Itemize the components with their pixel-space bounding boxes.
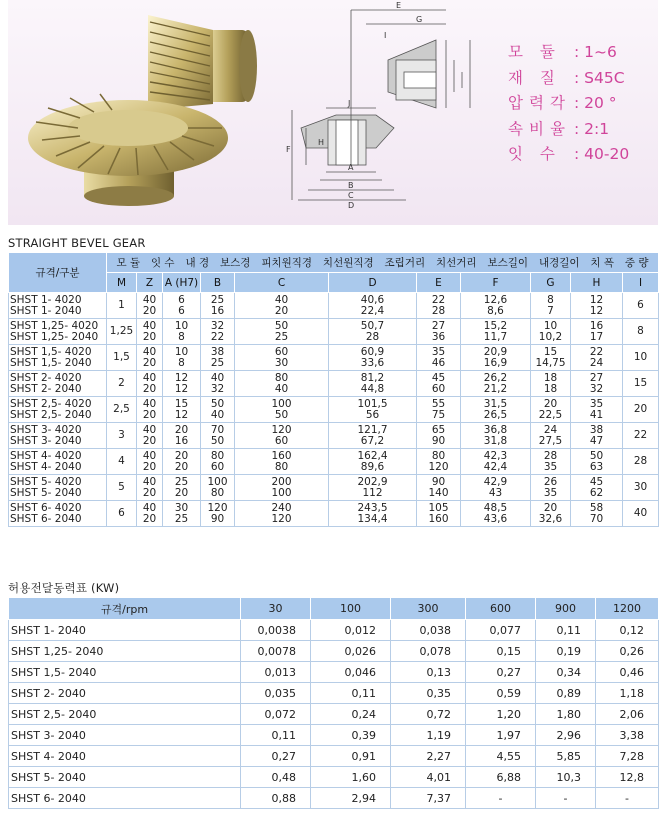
header-label: 보스길이: [487, 257, 529, 269]
power-row: [9, 767, 659, 788]
power-cell: 0,89: [536, 683, 596, 704]
cell-i: 6: [623, 293, 659, 319]
power-header: 규격/rpm: [9, 598, 241, 620]
power-cell: 0,35: [391, 683, 466, 704]
cell-f: 20,9 16,9: [461, 345, 531, 371]
cell-a: 10 8: [163, 319, 201, 345]
power-cell: 1,19: [391, 725, 466, 746]
power-cell: -: [466, 788, 536, 809]
cell-i: 10: [623, 345, 659, 371]
cell-d: 202,9 112: [329, 475, 417, 501]
power-cell: 0,0038: [241, 620, 311, 641]
cell-i: 8: [623, 319, 659, 345]
table-row: [9, 423, 659, 449]
cell-f: 12,6 8,6: [461, 293, 531, 319]
dim-label-f: F: [286, 145, 291, 154]
header-label: 중 량: [624, 257, 649, 269]
power-cell: 1,80: [536, 704, 596, 725]
cell-a: 10 8: [163, 345, 201, 371]
header-label: 내 경: [185, 257, 210, 269]
power-cell: 0,15: [466, 641, 536, 662]
table-row: [9, 449, 659, 475]
cell-f: 42,3 42,4: [461, 449, 531, 475]
header-top-labels: [107, 253, 659, 273]
cell-f: 15,2 11,7: [461, 319, 531, 345]
power-cell: 0,11: [241, 725, 311, 746]
cell-f: 26,2 21,2: [461, 371, 531, 397]
cell-z: 40 20: [137, 475, 163, 501]
table-row: [9, 397, 659, 423]
cell-e: 22 28: [417, 293, 461, 319]
table-row: [9, 475, 659, 501]
cell-g: 18 18: [531, 371, 571, 397]
power-cell: 12,8: [596, 767, 659, 788]
power-cell: 0,12: [596, 620, 659, 641]
power-cell: 0,013: [241, 662, 311, 683]
power-cell: 0,078: [391, 641, 466, 662]
cell-h: 38 47: [571, 423, 623, 449]
cell-d: 101,5 56: [329, 397, 417, 423]
cell-h: 45 62: [571, 475, 623, 501]
cell-g: 20 32,6: [531, 501, 571, 527]
cell-g: 24 27,5: [531, 423, 571, 449]
cell-g: 26 35: [531, 475, 571, 501]
cell-z: 40 20: [137, 423, 163, 449]
header-label: 치선원직경: [322, 257, 374, 269]
cell-a: 6 6: [163, 293, 201, 319]
header-code: Z: [137, 273, 163, 293]
header-label: 치 폭: [590, 257, 615, 269]
power-cell: 4,55: [466, 746, 536, 767]
cell-names: SHST 1- 4020 SHST 1- 2040: [9, 293, 107, 319]
header-code: B: [201, 273, 235, 293]
cell-a: 12 12: [163, 371, 201, 397]
cell-m: 3: [107, 423, 137, 449]
table-row: [9, 293, 659, 319]
power-cell: 10,3: [536, 767, 596, 788]
power-cell: 0,91: [311, 746, 391, 767]
cell-c: 200 100: [235, 475, 329, 501]
power-row: [9, 746, 659, 767]
cell-b: 70 50: [201, 423, 235, 449]
cell-m: 4: [107, 449, 137, 475]
cell-c: 60 30: [235, 345, 329, 371]
cell-i: 22: [623, 423, 659, 449]
cell-i: 40: [623, 501, 659, 527]
cell-z: 40 20: [137, 397, 163, 423]
product-banner: [8, 0, 658, 225]
cell-c: 160 80: [235, 449, 329, 475]
cell-d: 162,4 89,6: [329, 449, 417, 475]
cell-b: 80 60: [201, 449, 235, 475]
cell-b: 40 32: [201, 371, 235, 397]
spec-row: 잇 수 : 40-20: [508, 145, 630, 163]
header-code: H: [571, 273, 623, 293]
power-header: 900: [536, 598, 596, 620]
cell-d: 60,9 33,6: [329, 345, 417, 371]
cell-g: 8 7: [531, 293, 571, 319]
cell-i: 28: [623, 449, 659, 475]
power-cell: SHST 2- 2040: [9, 683, 241, 704]
power-cell: 0,0078: [241, 641, 311, 662]
power-cell: SHST 6- 2040: [9, 788, 241, 809]
cell-c: 240 120: [235, 501, 329, 527]
power-cell: 2,27: [391, 746, 466, 767]
cell-z: 40 20: [137, 345, 163, 371]
power-cell: SHST 4- 2040: [9, 746, 241, 767]
cell-f: 31,5 26,5: [461, 397, 531, 423]
header-label: 잇 수: [150, 257, 175, 269]
power-cell: 0,34: [536, 662, 596, 683]
cell-h: 35 41: [571, 397, 623, 423]
table-row: [9, 501, 659, 527]
power-header: 600: [466, 598, 536, 620]
cell-e: 105 160: [417, 501, 461, 527]
power-cell: 5,85: [536, 746, 596, 767]
cell-z: 40 20: [137, 319, 163, 345]
gear-spec-table: [8, 252, 659, 527]
cell-d: 81,2 44,8: [329, 371, 417, 397]
cell-d: 121,7 67,2: [329, 423, 417, 449]
power-cell: 0,27: [466, 662, 536, 683]
cell-d: 40,6 22,4: [329, 293, 417, 319]
cell-b: 120 90: [201, 501, 235, 527]
power-row: [9, 725, 659, 746]
cell-names: SHST 5- 4020 SHST 5- 2040: [9, 475, 107, 501]
power-cell: SHST 5- 2040: [9, 767, 241, 788]
cell-e: 80 120: [417, 449, 461, 475]
power-cell: 0,072: [241, 704, 311, 725]
dim-label-j: J: [348, 99, 351, 108]
cell-z: 40 20: [137, 293, 163, 319]
cell-names: SHST 6- 4020 SHST 6- 2040: [9, 501, 107, 527]
cell-m: 2: [107, 371, 137, 397]
gear-dimension-drawing: [266, 0, 488, 225]
cell-e: 45 60: [417, 371, 461, 397]
power-cell: 0,24: [311, 704, 391, 725]
power-cell: 0,11: [311, 683, 391, 704]
cell-i: 15: [623, 371, 659, 397]
cell-names: SHST 1,25- 4020 SHST 1,25- 2040: [9, 319, 107, 345]
power-cell: 0,077: [466, 620, 536, 641]
cell-h: 22 24: [571, 345, 623, 371]
power-cell: SHST 3- 2040: [9, 725, 241, 746]
cell-c: 40 20: [235, 293, 329, 319]
power-cell: 0,046: [311, 662, 391, 683]
cell-c: 100 50: [235, 397, 329, 423]
cell-i: 20: [623, 397, 659, 423]
power-header: 300: [391, 598, 466, 620]
cell-f: 36,8 31,8: [461, 423, 531, 449]
power-cell: SHST 1- 2040: [9, 620, 241, 641]
power-cell: 0,035: [241, 683, 311, 704]
dim-label-b: B: [348, 181, 354, 190]
cell-g: 10 10,2: [531, 319, 571, 345]
cell-z: 40 20: [137, 371, 163, 397]
header-code: C: [235, 273, 329, 293]
power-row: [9, 662, 659, 683]
power-cell: 1,20: [466, 704, 536, 725]
cell-a: 20 16: [163, 423, 201, 449]
cell-a: 30 25: [163, 501, 201, 527]
cell-h: 58 70: [571, 501, 623, 527]
cell-b: 32 22: [201, 319, 235, 345]
header-code: I: [623, 273, 659, 293]
cell-b: 25 16: [201, 293, 235, 319]
col-header-group: 규격/구분: [9, 253, 107, 293]
cell-b: 38 25: [201, 345, 235, 371]
power-header: 30: [241, 598, 311, 620]
cell-names: SHST 1,5- 4020 SHST 1,5- 2040: [9, 345, 107, 371]
header-code: A (H7): [163, 273, 201, 293]
power-cell: 0,19: [536, 641, 596, 662]
cell-a: 15 12: [163, 397, 201, 423]
dim-label-a: A: [348, 163, 354, 172]
power-cell: SHST 1,5- 2040: [9, 662, 241, 683]
header-code: G: [531, 273, 571, 293]
power-cell: 0,48: [241, 767, 311, 788]
power-cell: 1,97: [466, 725, 536, 746]
power-cell: SHST 1,25- 2040: [9, 641, 241, 662]
power-cell: 1,60: [311, 767, 391, 788]
cell-a: 25 20: [163, 475, 201, 501]
dim-label-d: D: [348, 201, 355, 210]
cell-e: 55 75: [417, 397, 461, 423]
power-header: 1200: [596, 598, 659, 620]
cell-m: 5: [107, 475, 137, 501]
cell-g: 15 14,75: [531, 345, 571, 371]
cell-e: 35 46: [417, 345, 461, 371]
main-table-title: STRAIGHT BEVEL GEAR: [8, 236, 146, 250]
spec-row: 압력각 : 20 °: [508, 94, 617, 112]
cell-a: 20 20: [163, 449, 201, 475]
header-label: 조립거리: [384, 257, 426, 269]
power-cell: -: [596, 788, 659, 809]
table-row: [9, 345, 659, 371]
cell-m: 1,5: [107, 345, 137, 371]
cell-m: 2,5: [107, 397, 137, 423]
cell-m: 6: [107, 501, 137, 527]
header-label: 모 듈: [116, 257, 141, 269]
power-cell: 0,59: [466, 683, 536, 704]
dim-label-g: G: [416, 15, 423, 24]
cell-m: 1: [107, 293, 137, 319]
power-cell: 4,01: [391, 767, 466, 788]
dim-label-c: C: [348, 191, 354, 200]
header-label: 치선거리: [436, 257, 477, 269]
cell-g: 20 22,5: [531, 397, 571, 423]
power-cell: SHST 2,5- 2040: [9, 704, 241, 725]
power-cell: 0,038: [391, 620, 466, 641]
power-table-title: 허용전달동력표 (KW): [8, 581, 120, 595]
cell-m: 1,25: [107, 319, 137, 345]
cell-e: 27 36: [417, 319, 461, 345]
cell-b: 100 80: [201, 475, 235, 501]
power-cell: 0,13: [391, 662, 466, 683]
power-cell: 6,88: [466, 767, 536, 788]
cell-h: 50 63: [571, 449, 623, 475]
power-row: [9, 641, 659, 662]
cell-f: 48,5 43,6: [461, 501, 531, 527]
power-cell: 1,18: [596, 683, 659, 704]
table-row: [9, 319, 659, 345]
cell-names: SHST 2,5- 4020 SHST 2,5- 2040: [9, 397, 107, 423]
dim-label-h: H: [318, 138, 325, 147]
power-header: 100: [311, 598, 391, 620]
power-cell: 0,39: [311, 725, 391, 746]
cell-c: 120 60: [235, 423, 329, 449]
header-code: F: [461, 273, 531, 293]
power-cell: 7,28: [596, 746, 659, 767]
power-row: [9, 704, 659, 725]
header-code: M: [107, 273, 137, 293]
cell-z: 40 20: [137, 449, 163, 475]
cell-h: 12 12: [571, 293, 623, 319]
power-cell: 0,72: [391, 704, 466, 725]
power-cell: -: [536, 788, 596, 809]
power-table: [8, 597, 659, 809]
cell-h: 16 17: [571, 319, 623, 345]
dim-label-e: E: [396, 1, 402, 10]
header-label: 내경길이: [538, 257, 580, 269]
power-cell: 0,026: [311, 641, 391, 662]
header-code: E: [417, 273, 461, 293]
power-row: [9, 620, 659, 641]
cell-e: 65 90: [417, 423, 461, 449]
power-cell: 2,96: [536, 725, 596, 746]
header-label: 보스경: [219, 257, 251, 269]
power-cell: 7,37: [391, 788, 466, 809]
power-row: [9, 788, 659, 809]
cell-names: SHST 3- 4020 SHST 3- 2040: [9, 423, 107, 449]
cell-c: 80 40: [235, 371, 329, 397]
cell-b: 50 40: [201, 397, 235, 423]
power-cell: 0,88: [241, 788, 311, 809]
dim-label-i: I: [384, 31, 387, 40]
power-cell: 2,06: [596, 704, 659, 725]
cell-h: 27 32: [571, 371, 623, 397]
power-cell: 0,27: [241, 746, 311, 767]
table-row: [9, 371, 659, 397]
spec-row: 모 듈 : 1~6: [508, 43, 617, 61]
cell-names: SHST 2- 4020 SHST 2- 2040: [9, 371, 107, 397]
cell-d: 50,7 28: [329, 319, 417, 345]
cell-e: 90 140: [417, 475, 461, 501]
cell-i: 30: [623, 475, 659, 501]
cell-names: SHST 4- 4020 SHST 4- 2040: [9, 449, 107, 475]
power-cell: 0,26: [596, 641, 659, 662]
spec-row: 속비율 : 2:1: [508, 119, 610, 138]
cell-f: 42,9 43: [461, 475, 531, 501]
cell-c: 50 25: [235, 319, 329, 345]
spec-row: 재 질 : S45C: [508, 68, 625, 87]
power-cell: 0,46: [596, 662, 659, 683]
bevel-gear-photo: [8, 0, 266, 225]
cell-z: 40 20: [137, 501, 163, 527]
power-cell: 0,012: [311, 620, 391, 641]
header-code: D: [329, 273, 417, 293]
gear-spec-list: [508, 40, 629, 168]
power-cell: 2,94: [311, 788, 391, 809]
power-cell: 3,38: [596, 725, 659, 746]
power-row: [9, 683, 659, 704]
cell-g: 28 35: [531, 449, 571, 475]
cell-d: 243,5 134,4: [329, 501, 417, 527]
header-label: 피치원직경: [261, 257, 313, 269]
power-cell: 0,11: [536, 620, 596, 641]
